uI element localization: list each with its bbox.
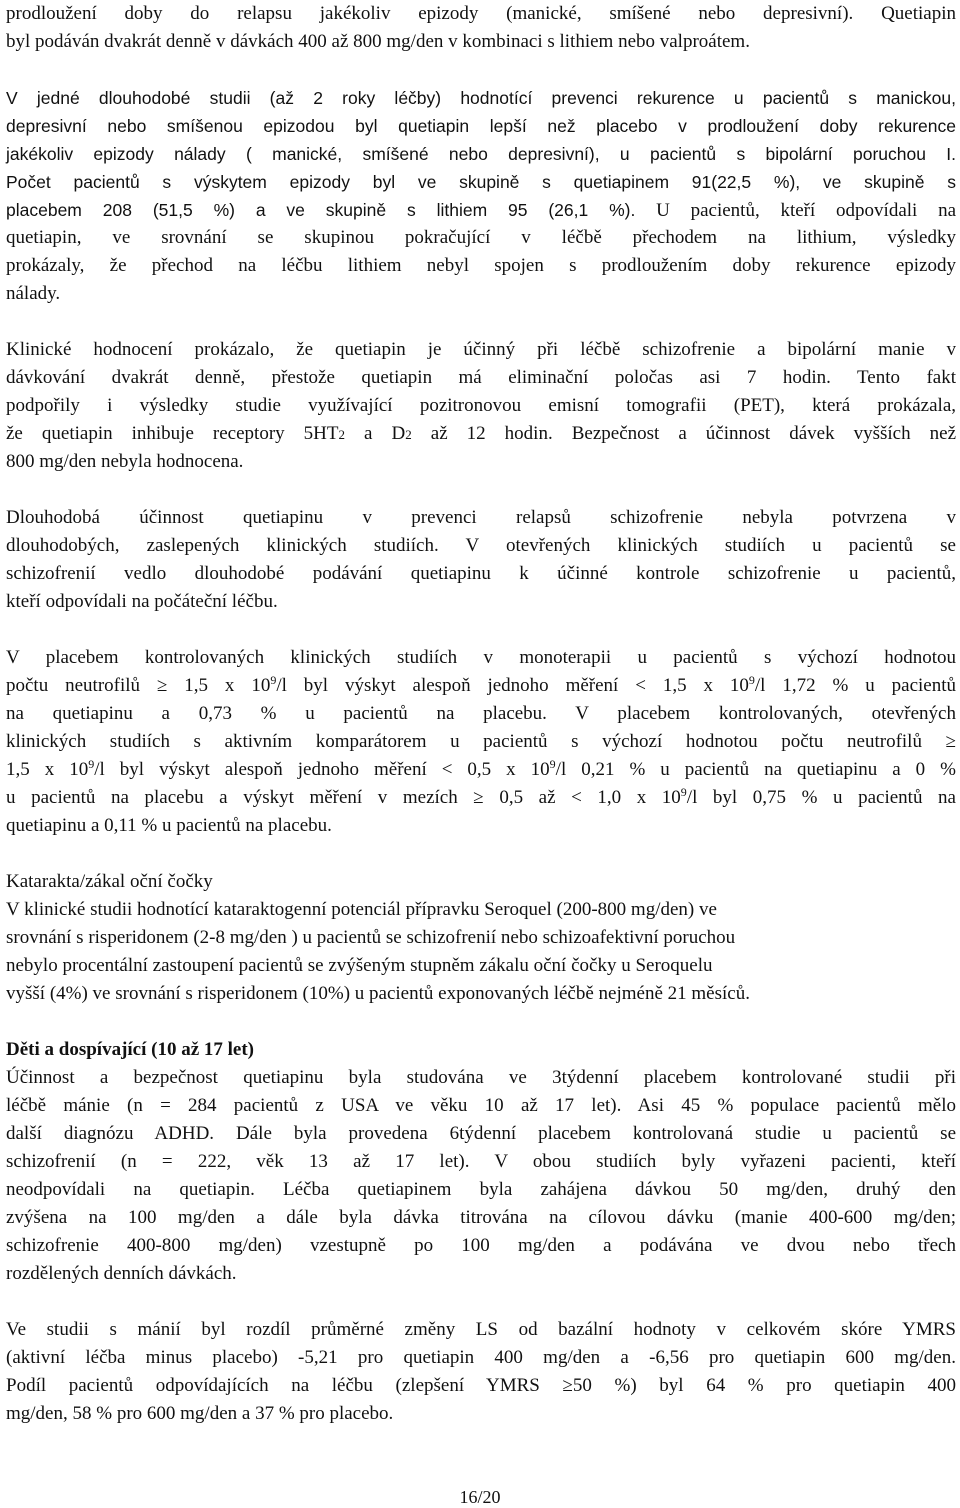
text-segment: U pacientů, kteří odpovídali na bbox=[656, 200, 956, 221]
superscript: 9 bbox=[88, 757, 95, 771]
paragraph-long-term-efficacy bbox=[6, 504, 956, 616]
text-line: nálady. bbox=[6, 283, 61, 304]
text-segment: placebem 208 (51,5 %) a ve skupině s lithiem 95 (26,1 %). bbox=[6, 200, 636, 220]
greater-equal-symbol: ≥ bbox=[945, 731, 956, 752]
text-line: dlouhodobých, zaslepených klinických studiích. V otevřených klinických studiích u pacientů se bbox=[6, 535, 956, 556]
text-segment: počtu neutrofilů bbox=[6, 675, 157, 696]
text-line: byl podáván dvakrát denně v dávkách 400 až 800 mg/den v kombinaci s lithiem nebo valproátem. bbox=[6, 31, 750, 52]
text-line bbox=[6, 672, 956, 700]
text-line: Ve studii s mánií byl rozdíl průměrné změny LS od bazální hodnoty v celkovém skóre YMRS bbox=[6, 1319, 956, 1340]
text-line: Počet pacientů s výskytem epizody byl ve skupině s quetiapinem 91(22,5 %), ve skupině s bbox=[6, 172, 956, 192]
text-segment: /l byl výskyt alespoň jednoho měření < 0,5 x 10 bbox=[94, 759, 550, 780]
text-segment: /l byl výskyt alespoň jednoho měření < 1,5 x 10 bbox=[276, 675, 749, 696]
text-line bbox=[6, 196, 956, 224]
text-line: schizofrenií (n = 222, věk 13 až 17 let). V obou studiích byly vyřazeni pacienti, kteří bbox=[6, 1151, 956, 1172]
text-line bbox=[6, 1372, 956, 1400]
text-line: prodloužení doby do relapsu jakékoliv epizody (manické, smíšené nebo depresivní). Quetiapin bbox=[6, 3, 956, 24]
superscript: 9 bbox=[748, 673, 755, 687]
text-line: vyšší (4%) ve srovnání s risperidonem (10%) u pacientů exponovaných léčbě nejméně 21 měsíců. bbox=[6, 983, 750, 1004]
text-line: Klinické hodnocení prokázalo, že quetiapin je účinný při léčbě schizofrenie a bipolární manie v bbox=[6, 339, 956, 360]
section-subheading-cataract: Katarakta/zákal oční čočky bbox=[6, 871, 213, 892]
text-line: quetiapinu a 0,11 % u pacientů na placebu. bbox=[6, 815, 332, 836]
text-line: podpořily i výsledky studie využívající pozitronovou emisní tomografii (PET), která prokázala, bbox=[6, 395, 956, 416]
text-segment: klinických studiích s aktivním komparátorem u pacientů s výchozí hodnotou počtu neutrofilů bbox=[6, 731, 946, 752]
paragraph-children-adolescents bbox=[6, 1036, 956, 1288]
superscript: 9 bbox=[549, 757, 556, 771]
text-segment: 0,5 až < 1,0 x 10 bbox=[483, 787, 681, 808]
text-line: léčbě mánie (n = 284 pacientů z USA ve věku 10 až 17 let). Asi 45 % populace pacientů mělo bbox=[6, 1095, 956, 1116]
paragraph-recurrence-prevention bbox=[6, 84, 956, 308]
text-line: kteří odpovídali na počáteční léčbu. bbox=[6, 591, 278, 612]
paragraph-cataract bbox=[6, 868, 956, 1008]
text-line: V klinické studii hodnotící kataraktogenní potenciál přípravku Seroquel (200-800 mg/den) ve bbox=[6, 899, 717, 920]
text-segment: 50 %) byl 64 % pro quetiapin 400 bbox=[572, 1375, 956, 1396]
greater-equal-symbol: ≥ bbox=[562, 1375, 573, 1396]
text-line: na quetiapinu a 0,73 % u pacientů na placebu. V placebem kontrolovaných, otevřených bbox=[6, 703, 956, 724]
paragraph-relapse-continuation bbox=[6, 0, 956, 56]
text-line: prokázaly, že přechod na léčbu lithiem nebyl spojen s prodloužením doby rekurence epizody bbox=[6, 255, 956, 276]
text-line: Dlouhodobá účinnost quetiapinu v prevenci relapsů schizofrenie nebyla potvrzena v bbox=[6, 507, 956, 528]
text-line: jakékoliv epizody nálady ( manické, smíšené nebo depresivní), u pacientů s bipolární poruchou I. bbox=[6, 144, 956, 164]
greater-equal-symbol: ≥ bbox=[156, 675, 168, 696]
text-line: V jedné dlouhodobé studii (až 2 roky léčby) hodnotící prevenci rekurence u pacientů s manickou, bbox=[6, 88, 956, 108]
text-segment: Podíl pacientů odpovídajících na léčbu (zlepšení YMRS bbox=[6, 1375, 563, 1396]
text-line: rozdělených denních dávkách. bbox=[6, 1263, 237, 1284]
text-line: mg/den, 58 % pro 600 mg/den a 37 % pro placebo. bbox=[6, 1403, 394, 1424]
subscript: 2 bbox=[405, 427, 412, 442]
text-line: neodpovídali na quetiapin. Léčba quetiapinem byla zahájena dávkou 50 mg/den, druhý den bbox=[6, 1179, 956, 1200]
text-segment: /l byl 0,75 % u pacientů na bbox=[686, 787, 956, 808]
text-segment: že quetiapin inhibuje receptory 5HT bbox=[6, 423, 339, 444]
page-number: 16/20 bbox=[459, 1487, 501, 1507]
text-line: V placebem kontrolovaných klinických studiích v monoterapii u pacientů s výchozí hodnotou bbox=[6, 647, 956, 668]
paragraph-neutrophils bbox=[6, 644, 956, 840]
text-segment: /l 0,21 % u pacientů na quetiapinu a 0 % bbox=[555, 759, 957, 780]
superscript: 9 bbox=[680, 785, 687, 799]
paragraph-clinical-evaluation bbox=[6, 336, 956, 476]
text-segment: až 12 hodin. Bezpečnost a účinnost dávek vyšších než bbox=[411, 423, 957, 444]
section-heading-children: Děti a dospívající (10 až 17 let) bbox=[6, 1039, 255, 1060]
text-line: další diagnózu ADHD. Dále byla provedena 6týdenní placebem kontrolovaná studie u pacientů se bbox=[6, 1123, 956, 1144]
text-line: zvýšena na 100 mg/den a dále byla dávka titrována na cílovou dávku (manie 400-600 mg/den; bbox=[6, 1207, 956, 1228]
text-line: schizofrenie 400-800 mg/den) vzestupně po 100 mg/den a podávána ve dvou nebo třech bbox=[6, 1235, 956, 1256]
text-line: nebylo procentální zastoupení pacientů se zvýšeným stupněm zákalu oční čočky u Seroquelu bbox=[6, 955, 713, 976]
text-line: schizofrenií vedlo dlouhodobé podávání quetiapinu k účinné kontrole schizofrenie u pacientů, bbox=[6, 563, 956, 584]
text-line bbox=[6, 756, 956, 784]
text-segment: /l 1,72 % u pacientů bbox=[754, 675, 956, 696]
text-line: (aktivní léčba minus placebo) -5,21 pro quetiapin 400 mg/den a -6,56 pro quetiapin 600 mg/den. bbox=[6, 1347, 956, 1368]
text-line: 800 mg/den nebyla hodnocena. bbox=[6, 451, 244, 472]
subscript: 2 bbox=[338, 427, 346, 442]
text-segment: 1,5 x 10 bbox=[6, 759, 89, 780]
text-segment: a D bbox=[345, 423, 406, 444]
superscript: 9 bbox=[270, 673, 277, 687]
greater-equal-symbol: ≥ bbox=[473, 787, 484, 808]
text-line: dávkování dvakrát denně, přestože quetiapin má eliminační poločas asi 7 hodin. Tento fakt bbox=[6, 367, 956, 388]
text-line: depresivní nebo smíšenou epizodou byl quetiapin lepší než placebo v prodloužení doby rekurence bbox=[6, 116, 956, 136]
text-segment: u pacientů na placebu a výskyt měření v mezích bbox=[6, 787, 474, 808]
text-line: quetiapin, ve srovnání se skupinou pokračující v léčbě přechodem na lithium, výsledky bbox=[6, 227, 956, 248]
text-line: srovnání s risperidonem (2-8 mg/den ) u pacientů se schizofrenií nebo schizoafektivní poruchou bbox=[6, 927, 736, 948]
text-segment: 1,5 x 10 bbox=[167, 675, 271, 696]
text-line bbox=[6, 728, 956, 756]
text-line: Účinnost a bezpečnost quetiapinu byla studována ve 3týdenní placebem kontrolované studii při bbox=[6, 1067, 956, 1088]
text-line bbox=[6, 784, 956, 812]
text-line bbox=[6, 420, 956, 448]
paragraph-mania-study bbox=[6, 1316, 956, 1428]
